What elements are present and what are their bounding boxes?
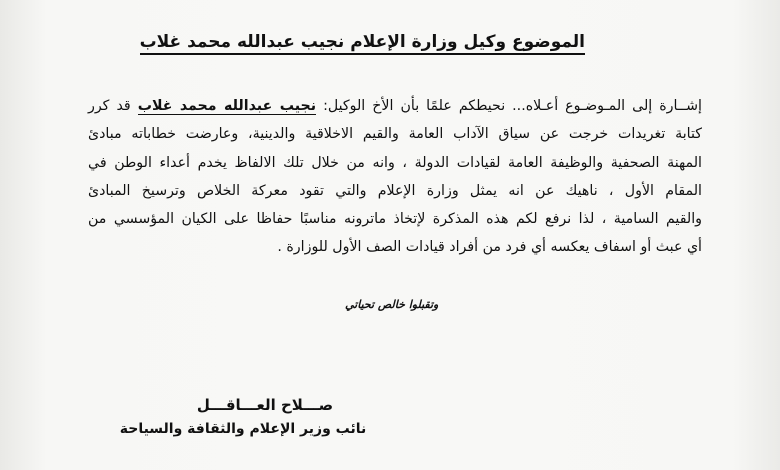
deputy-name: نجيب عبدالله محمد غلاب bbox=[137, 98, 317, 114]
signatory-title: نائب وزير الإعلام والثقافة والسياحة bbox=[119, 421, 367, 437]
signatory-name: صـــلاح العـــاقـــل bbox=[196, 396, 334, 414]
body-line-1-end: قد كرر bbox=[88, 98, 138, 114]
body-line-5: والقيم السامية ، لذا نرفع لكم هذه المذكرة لإتخاذ ماترونه مناسبًا حفاظا على الكيان المؤسسي من bbox=[88, 211, 702, 228]
body-line-1-start: إشــارة إلى المـوضـوع أعـلاه... نحيطكم علمًا بأن الأخ الوكيل: bbox=[316, 98, 702, 114]
body-line-6: أي عبث أو اسفاف يعكسه أي فرد من أفراد قيادات الصف الأول للوزارة . bbox=[277, 239, 702, 256]
body-line-1 bbox=[88, 92, 702, 120]
subject-heading bbox=[139, 31, 585, 53]
body-line-4: المقام الأول ، ناهيك عن انه يمثل وزارة الإعلام والتي تقود معركة الخلاص وترسيخ المبادئ bbox=[88, 182, 702, 199]
subject-text: الموضوع وكيل وزارة الإعلام نجيب عبدالله محمد غلاب bbox=[140, 32, 585, 55]
closing-salutation: وتقبلوا خالص تحياتي bbox=[345, 298, 439, 311]
body-line-3: المهنة الصحفية والوظيفة العامة لقيادات الدولة ، وانه من خلال تلك الالفاظ يخدم أعداء الوطن في bbox=[88, 154, 702, 171]
body-paragraph bbox=[88, 92, 702, 262]
body-line-2: كتابة تغريدات خرجت عن سياق الآداب العامة والقيم الاخلاقية والدينية، وعارضت خطاباته مبادئ bbox=[88, 126, 702, 143]
